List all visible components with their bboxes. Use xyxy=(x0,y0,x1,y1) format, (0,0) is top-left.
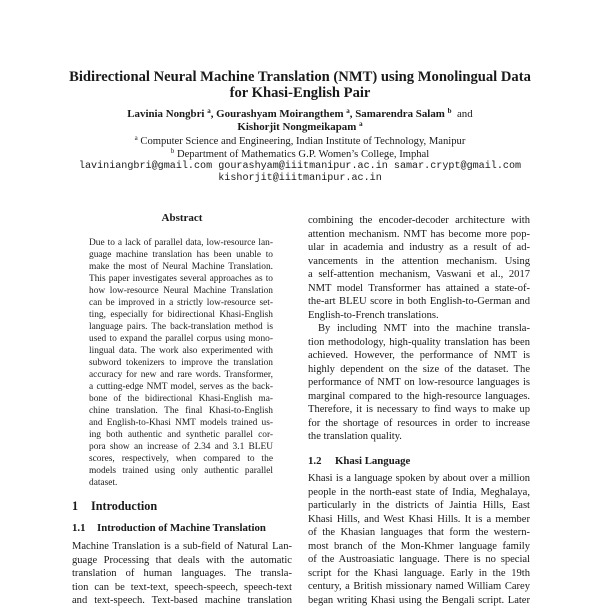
text-line: chine translation. The final Khasi-to-English xyxy=(89,406,273,416)
text-line: Khasi is a language spoken by about over a million xyxy=(308,473,530,484)
text-line: vancements in the attention mechanism. Using xyxy=(308,255,530,267)
text-line: Due to a lack of parallel data, low-resource lan- xyxy=(89,238,273,248)
author-affiliation-mark: a xyxy=(346,107,350,115)
author-affiliation-mark: a xyxy=(207,107,211,115)
text-line: scores, respectively, when compared to the xyxy=(89,454,273,464)
text-line: make the most of Neural Machine Translation. xyxy=(89,262,273,272)
text-line: highly dependent on the size of the dataset. The xyxy=(308,363,530,375)
text-line: guage Processing that deals with the automatic xyxy=(72,554,292,566)
author-conjunction: and xyxy=(456,108,473,120)
text-line: for the shortage of resources in order to increase xyxy=(308,417,530,429)
emails-line-1: laviniangbri@gmail.com gourashyam@iiitmanipur.ac.in samar.crypt@gmail.com xyxy=(78,161,522,172)
text-line: Khasi Hills, and West Khasi Hills. It is a member xyxy=(308,513,530,525)
text-line: most branch of the Mon-Khmer language family xyxy=(308,540,530,552)
affiliation-text: Computer Science and Engineering, Indian Institute of Technology, Manipur xyxy=(140,136,466,147)
text-line: guage machine translation has been unable to xyxy=(89,250,273,260)
text-line: achieved. However, the performance of NMT is xyxy=(308,350,530,361)
text-line: By including NMT into the machine transla- xyxy=(318,323,530,334)
subsection-number: 1.2 xyxy=(308,455,322,467)
text-line: and text-speech. Text-based machine translation xyxy=(72,595,292,606)
text-line: a cutting-edge NMT model, serves as the back- xyxy=(89,382,273,392)
subsection-heading-mt xyxy=(72,522,266,534)
text-line: century, a British missionary named William Carey xyxy=(308,581,530,592)
intro-right-body xyxy=(308,214,530,444)
text-line: tion methodology, high-quality translation has been xyxy=(308,336,530,348)
abstract-body xyxy=(89,237,273,489)
text-line: used to expand the parallel corpus using mono- xyxy=(89,334,273,344)
section-title: Introduction xyxy=(91,499,158,513)
text-line: English-to-French translations. xyxy=(308,309,439,321)
text-line: dataset. xyxy=(89,478,118,488)
text-line: bone of the bidirectional Khasi-English ma- xyxy=(89,394,273,404)
abstract-heading: Abstract xyxy=(161,212,203,224)
text-line: lingual data. The work also experimented with xyxy=(89,346,273,356)
title-line-1: Bidirectional Neural Machine Translation (NMT) using Monolingual Data xyxy=(69,69,531,85)
author-name: Kishorjit Nongmeikapam xyxy=(237,121,357,133)
text-line: accuracy for new and rare words. Transformer, xyxy=(89,370,273,380)
subsection-number: 1.1 xyxy=(72,522,86,534)
text-line: models trained using only authentic parallel xyxy=(89,466,273,476)
author-name: Gourashyam Moirangthem xyxy=(216,108,344,120)
text-line: ting, especially for bidirectional Khasi-English xyxy=(89,310,273,320)
affiliation-mark: b xyxy=(170,146,175,155)
author-affiliation-mark: a xyxy=(359,120,363,128)
author-list: Lavinia Nongbri $^a$, Gourashyam Moirangthem $^a$, Samarendra Salam $^b$ and Kishorjit Nongmeikapam $^a$ xyxy=(127,107,473,133)
text-line: This paper investigates several approaches as to xyxy=(89,274,273,284)
text-line: pora show an increase of 2.34 and 3.1 BLEU xyxy=(89,442,273,452)
text-line: language pairs. The back-translation method is xyxy=(89,322,273,332)
subsection-title: Khasi Language xyxy=(335,455,411,467)
text-line: Therefore, it is necessary to find ways to make up xyxy=(308,404,530,415)
text-line: of the Khasian languages that form the western- xyxy=(308,527,530,538)
text-line: performance of NMT on low-resource languages is xyxy=(308,377,530,388)
text-line: script for the Khasi language. Early in the 19th xyxy=(308,567,530,579)
text-line: ing both authentic and synthetic parallel cor- xyxy=(89,430,273,440)
author-name: Lavinia Nongbri xyxy=(127,108,205,120)
text-line: the-art BLEU score in both English-to-German and xyxy=(308,296,530,307)
author-affiliation-mark: b xyxy=(447,107,452,115)
text-line: and English-to-Khasi NMT models trained us- xyxy=(89,418,273,428)
text-line: marginal compared to the high-resource languages. xyxy=(308,390,530,402)
section-heading-introduction xyxy=(72,499,157,514)
text-line: subword tokenizers to improve the translation xyxy=(89,358,273,368)
affiliation-mark: a xyxy=(134,134,138,142)
section-number: 1 xyxy=(72,499,79,513)
emails-line-2: kishorjit@iiitmanipur.ac.in xyxy=(218,172,382,184)
khasi-language-body xyxy=(308,472,530,607)
intro-mt-body xyxy=(72,540,292,608)
text-line: began writing Khasi using the Bengali script. Later xyxy=(308,594,530,606)
text-line: tion can be text-text, speech-speech, speech-text xyxy=(72,581,292,593)
text-line: Machine Translation is a sub-field of Natural Lan- xyxy=(72,541,292,552)
subsection-heading-khasi xyxy=(308,455,410,467)
subsection-title: Introduction of Machine Translation xyxy=(97,522,266,534)
author-name: Samarendra Salam xyxy=(355,108,445,120)
text-line: ular in academia and industry as a result of ad- xyxy=(308,242,530,253)
text-line: people in the north-east state of India, Meghalaya, xyxy=(308,486,530,498)
text-line: the translation quality. xyxy=(308,431,402,442)
title-line-2: for Khasi-English Pair xyxy=(229,85,371,101)
author-emails xyxy=(0,161,600,184)
affiliations xyxy=(0,136,600,161)
text-line: attention mechanism. NMT has become more pop- xyxy=(308,228,530,240)
paper-title xyxy=(0,69,600,101)
text-line: how low-resource Neural Machine Translation xyxy=(89,286,273,296)
text-line: of the Austroasiatic language. There is no special xyxy=(308,554,530,565)
text-line: particularly in the districts of Jaintia Hills, East xyxy=(308,500,530,511)
text-line: NMT model Transformer has attained a state-of- xyxy=(308,282,530,294)
text-line: combining the encoder-decoder architecture with xyxy=(308,215,530,226)
text-line: can be improved in a strictly low-resource set- xyxy=(89,298,273,308)
affiliation-text: Department of Mathematics G.P. Women’s College, Imphal xyxy=(176,148,430,160)
text-line: a self-attention mechanism, Vaswani et al., 2017 xyxy=(308,269,530,280)
text-line: translation of human languages. The transla- xyxy=(72,568,292,579)
